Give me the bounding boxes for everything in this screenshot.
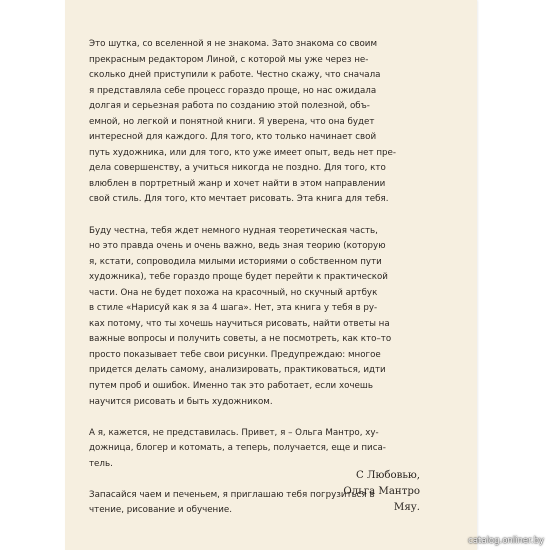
text-line: тель.: [89, 458, 113, 469]
watermark-text: catalog.onliner.by: [468, 536, 544, 546]
signature-block: [343, 468, 420, 516]
text-line: свой стиль. Для того, кто мечтает рисовать. Эта книга для тебя.: [89, 194, 389, 205]
paragraph: [89, 224, 421, 411]
text-line: путем проб и ошибок. Именно так это работает, если хочешь: [89, 380, 373, 391]
text-line: научится рисовать и быть художником.: [89, 396, 273, 407]
text-line: А я, кажется, не представилась. Привет, я – Ольга Мантро, ху-: [89, 427, 379, 438]
text-line: интересной для каждого. Для того, кто только начинает свой: [89, 132, 377, 143]
text-line: долгая и серьезная работа по созданию этой полезной, объ-: [89, 101, 370, 112]
text-line: емной, но легкой и понятной книги. Я уверена, что она будет: [89, 116, 375, 127]
text-line: но это правда очень и очень важно, ведь зная теорию (которую: [89, 241, 386, 252]
signature-greeting: С Любовью,: [355, 470, 420, 481]
text-line: просто показывает тебе свои рисунки. Предупреждаю: многое: [89, 349, 381, 360]
paragraph: [89, 37, 421, 208]
text-line: путь художника, или для того, кто уже имеет опыт, ведь нет пре-: [89, 147, 397, 158]
text-line: Буду честна, тебя ждет немного нудная теоретическая часть,: [89, 225, 378, 236]
text-line: придется делать самому, анализировать, практиковаться, идти: [89, 365, 386, 376]
text-line: я представляла себе процесс гораздо проще, но нас ожидала: [89, 85, 377, 96]
text-line: важные вопросы и получить советы, а не посмотреть, как кто–то: [89, 334, 392, 345]
text-line: влюблен в портретный жанр и хочет найти в этом направлении: [89, 178, 386, 189]
book-page: [65, 0, 477, 550]
text-line: прекрасным редактором Линой, с которой мы уже через не-: [89, 54, 369, 65]
body-text: [89, 37, 421, 534]
text-line: части. Она не будет похожа на красочный, но скучный артбук: [89, 287, 378, 298]
text-line: в стиле «Нарисуй как я за 4 шага». Нет, эта книга у тебя в ру-: [89, 303, 378, 314]
text-line: ках потому, что ты хочешь научиться рисовать, найти ответы на: [89, 318, 390, 329]
signature-author-name: Ольга Мантро: [343, 486, 420, 497]
signature-closing: Мяу.: [393, 502, 420, 513]
text-line: дожница, блогер и котомать, а теперь, получается, еще и писа-: [89, 443, 386, 454]
text-line: Запасайся чаем и печеньем, я приглашаю тебя погрузиться в: [89, 489, 375, 500]
text-line: художника), тебе гораздо проще будет перейти к практической: [89, 272, 388, 283]
text-line: чтение, рисование и обучение.: [89, 505, 232, 516]
text-line: сколько дней приступили к работе. Честно скажу, что сначала: [89, 70, 381, 81]
text-line: я, кстати, сопроводила милыми историями о собственном пути: [89, 256, 382, 267]
text-line: Это шутка, со вселенной я не знакома. Зато знакома со своим: [89, 39, 378, 49]
paragraph: [89, 426, 421, 473]
text-line: дела совершенству, а учиться никогда не поздно. Для того, кто: [89, 163, 386, 174]
